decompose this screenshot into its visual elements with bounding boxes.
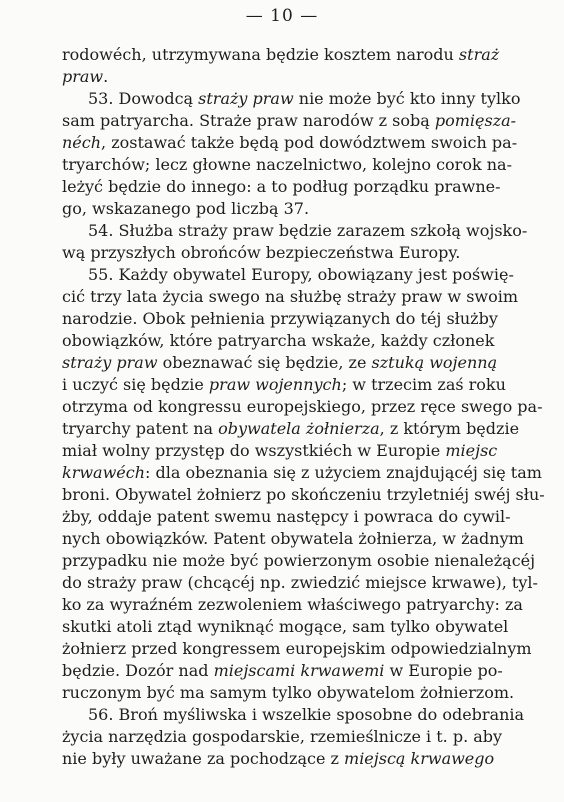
italic-text: straży praw	[198, 89, 294, 108]
text-line	[62, 396, 543, 418]
text-run: nych obowiązków. Patent obywatela żołnierza, w żadnym	[62, 529, 524, 548]
text-run: tryarchy patent na	[62, 419, 219, 438]
text-line	[62, 330, 495, 352]
text-line	[62, 264, 514, 286]
text-line	[62, 572, 538, 594]
text-run: skutki atoli ztąd wyniknąć mogące, sam tylko obywatel	[62, 617, 509, 636]
italic-text: straży praw	[62, 353, 158, 372]
italic-text: praw	[62, 67, 104, 86]
text-run: rodowéch, utrzymywana będzie kosztem narodu	[62, 45, 459, 64]
text-line	[62, 308, 498, 330]
text-run: 56. Broń myśliwska i wszelkie sposobne do odebrania	[88, 705, 525, 724]
text-line	[62, 88, 521, 110]
text-run: ruczonym być ma samym tylko obywatelom żołnierzom.	[62, 683, 515, 702]
text-run: tryarchów; lecz głowne naczelnictwo, kolejno corok na-	[62, 155, 512, 174]
text-line	[62, 440, 498, 462]
text-line	[62, 374, 506, 396]
italic-text: miejsc	[445, 441, 498, 460]
text-run: życia narzędzia gospodarskie, rzemieślnicze i t. p. aby	[62, 727, 503, 746]
text-run: żby, oddaje patent swemu następcy i powraca do cywil-	[62, 507, 511, 526]
text-run: go, wskazanego pod liczbą 37.	[62, 199, 310, 218]
text-line	[62, 616, 509, 638]
text-run: obowiązków, które patryarcha wskaże, każdy członek	[62, 331, 495, 350]
text-line	[62, 286, 519, 308]
text-run: 54. Służba straży praw będzie zarazem szkołą wojsko-	[88, 221, 528, 240]
italic-text: obywatela żołnierza	[218, 419, 380, 438]
text-line	[62, 66, 490, 88]
text-line	[62, 682, 515, 704]
text-line	[62, 418, 520, 440]
text-run: i uczyć się będzie	[62, 375, 209, 394]
text-line	[62, 506, 511, 528]
italic-text: néch	[62, 133, 102, 152]
text-run: miał wolny przystęp do wszystkiéch w Europie	[62, 441, 446, 460]
text-run: broni. Obywatel żołnierz po skończeniu trzyletniéj swéj słu-	[62, 485, 545, 504]
text-run: : dla obeznania się z użyciem znajdującéj się tam	[145, 463, 542, 482]
text-line	[62, 110, 517, 132]
text-run: narodzie. Obok pełnienia przywiązanych do téj służby	[62, 309, 498, 328]
text-run: w Europie po-	[384, 661, 503, 680]
text-run: obeznawać się będzie, ze	[157, 353, 372, 372]
text-line	[62, 242, 490, 264]
text-run: ; w trzecim zaś roku	[341, 375, 506, 394]
page-number: — 10 —	[245, 6, 319, 26]
italic-text: praw wojennych	[208, 375, 342, 394]
italic-text: krwawéch	[62, 463, 146, 482]
text-run: , z którym będzie	[379, 419, 520, 438]
text-run: żołnierz przed kongressem europejskim odpowiedzialnym	[62, 639, 532, 658]
text-run: sam patryarcha. Straże praw narodów z sobą	[62, 111, 435, 130]
text-run: .	[103, 67, 109, 86]
text-run: ko za wyraźném zezwoleniem właściwego patryarchy: za	[62, 595, 523, 614]
text-run: , zostawać także będą pod dowództwem swoich pa-	[101, 133, 518, 152]
italic-text: sztuką wojenną	[371, 353, 498, 372]
text-line	[62, 704, 525, 726]
text-line	[62, 176, 501, 198]
text-line	[62, 198, 490, 220]
text-line	[62, 660, 503, 682]
text-line	[62, 220, 528, 242]
text-run: 53. Dowodcą	[88, 89, 199, 108]
text-line	[62, 748, 495, 770]
body-text	[62, 44, 545, 770]
text-run: przypadku nie może być powierzonym osobie nienależącéj	[62, 551, 536, 570]
italic-text: miejscą krwawego	[344, 749, 495, 768]
text-run: nie może być kto inny tylko	[293, 89, 521, 108]
italic-text: pomięsza-	[434, 111, 517, 130]
text-line	[62, 484, 545, 506]
italic-text: miejscami krwawemi	[213, 661, 385, 680]
text-line	[62, 154, 512, 176]
text-line	[62, 726, 503, 748]
text-run: będzie. Dozór nad	[62, 661, 214, 680]
text-line	[62, 638, 532, 660]
text-run: leżyć będzie do innego: a to podług porządku prawne-	[62, 177, 501, 196]
text-run: do straży praw (chcącéj np. zwiedzić miejsce krwawe), tyl-	[62, 573, 538, 592]
text-run: nie były uważane za pochodzące z	[62, 749, 345, 768]
text-line	[62, 462, 542, 484]
text-run: cić trzy lata życia swego na służbę straży praw w swoim	[62, 287, 519, 306]
text-run: otrzyma od kongressu europejskiego, przez ręce swego pa-	[62, 397, 543, 416]
text-line	[62, 352, 498, 374]
italic-text: straż	[458, 45, 500, 64]
text-run: 55. Każdy obywatel Europy, obowiązany jest poświę-	[88, 265, 514, 284]
text-line	[62, 132, 518, 154]
text-line	[62, 528, 524, 550]
text-line	[62, 594, 523, 616]
text-run: wą przyszłych obrońców bezpieczeństwa Europy.	[62, 243, 461, 262]
text-line	[62, 44, 500, 66]
text-line	[62, 550, 536, 572]
